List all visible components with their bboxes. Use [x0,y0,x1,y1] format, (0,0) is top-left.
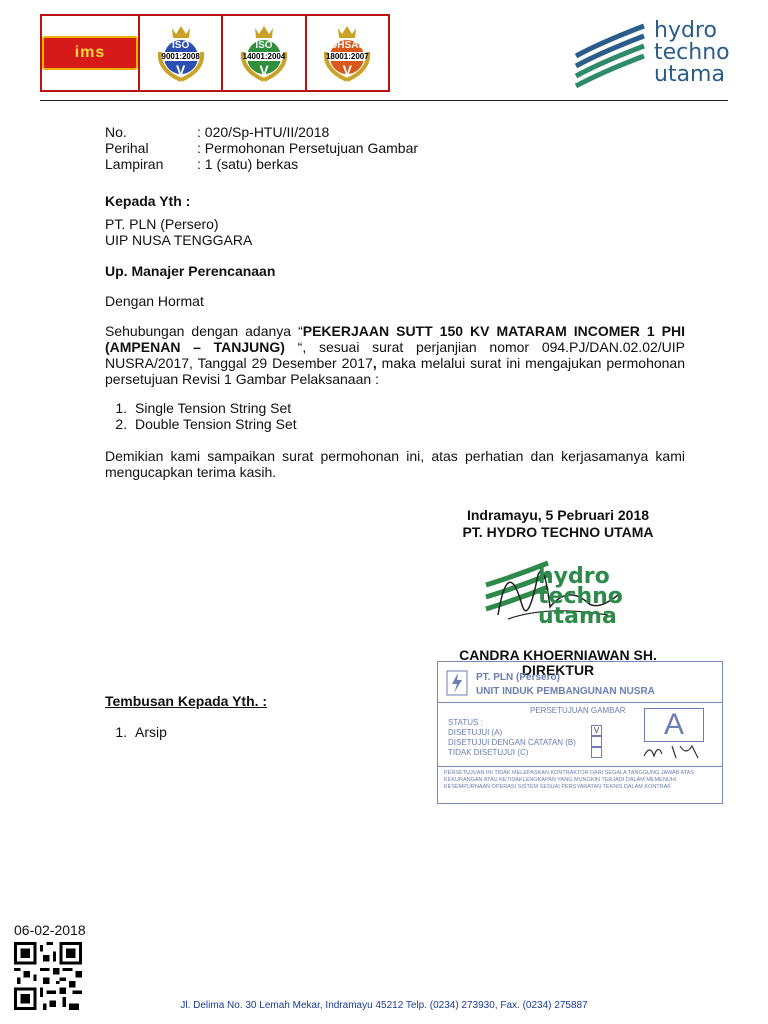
place-date: Indramayu, 5 Pebruari 2018 [466,507,650,523]
body-comma: , [372,355,377,371]
body-text-2: “, sesuai surat perjanjian nomor 094.PJ/DAN.02.02/UIP NUSRA/2017, Tanggal 29 Desember 2017 [105,339,685,371]
ohsas-18001-logo [307,16,388,90]
recipient-unit: UIP NUSA TENGGARA [105,232,253,248]
iso-badge-number: 18001:2007 [325,52,369,61]
perihal-label: Perihal [105,140,149,156]
list-item: 1. Single Tension String Set [131,400,685,416]
stamp-org: PT. PLN (Persero) [476,672,560,683]
attention-line: Up. Manajer Perencanaan [105,263,276,279]
brand-line: techno [654,40,730,65]
stamp-heading: PERSETUJUAN GAMBAR [530,706,626,715]
iso-badge-number: 14001:2004 [242,52,286,61]
lampiran-label: Lampiran [105,156,164,172]
iso-14001-logo [223,16,306,90]
cc-heading: Tembusan Kepada Yth. : [105,693,268,709]
ims-label: ims [42,36,138,70]
iso-9001-logo [140,16,223,90]
lampiran-value: : 1 (satu) berkas [197,156,299,172]
letter-meta [105,124,418,172]
checkbox-b [591,736,602,747]
stamp-unit: UNIT INDUK PEMBANGUNAN NUSRA [476,686,655,697]
stamp-brand-line: hydro [538,564,610,589]
drawing-list [105,400,685,432]
body-paragraph [105,323,685,387]
stamp-status-label: STATUS : [448,718,483,727]
stamp-option-a: DISETUJUI (A) [448,728,503,737]
greeting: Dengan Hormat [105,293,204,309]
stamp-disclaimer: PERSETUJUAN INI TIDAK MELEPASKAN KONTRAKTOR DARI SEGALA TANGGUNG JAWAB ATAS KEKURANGAN ATAU KETIDAKLENGKAPAN YANG MUNGKIN TERJADI DALAM MEMENUHI KESEMPURNAAN OPERASI SISTEM SESUAI PERSYARATAN TEKNIS DALAM KONTRAK [444,770,695,790]
stamp-brand-line: utama [538,604,617,629]
body-text-1: Sehubungan dengan adanya “ [105,323,303,339]
iso-badge-title: ISO [255,40,273,51]
footer-address: Jl. Delima No. 30 Lemah Mekar, Indramayu 45212 Telp. (0234) 273930, Fax. (0234) 275887 [180,1000,588,1011]
body-text-3: maka melalui surat ini mengajukan permohonan persetujuan Revisi 1 Gambar Pelaksanaan : [105,355,685,387]
stamp-brand-line: techno [538,584,623,609]
certification-logo-strip [40,14,390,92]
iso-badge-mark: V [175,62,186,78]
company-stamp-signature [478,545,628,637]
stamp-divider [438,702,722,703]
stamp-option-c: TIDAK DISETUJUI (C) [448,748,529,757]
hydro-techno-utama-logo [572,20,742,90]
brand-line: utama [654,62,725,87]
ims-logo [42,16,140,90]
list-item: 1. Arsip [131,724,305,740]
no-label: No. [105,124,127,140]
stamp-option-b: DISETUJUI DENGAN CATATAN (B) [448,738,576,747]
pln-lightning-icon [446,670,468,696]
project-name: PEKERJAAN SUTT 150 KV MATARAM INCOMER 1 PHI (AMPENAN – TANJUNG) [105,323,685,355]
approval-stamp [437,661,723,804]
checkbox-c [591,747,602,758]
company-name: PT. HYDRO TECHNO UTAMA [462,524,654,540]
recipient-org: PT. PLN (Persero) [105,216,219,232]
stamp-divider [438,766,722,767]
perihal-value: : Permohonan Persetujuan Gambar [197,140,419,156]
kepada-heading: Kepada Yth : [105,193,191,209]
iso-badge-title: OHSAS [329,40,366,51]
no-value: : 020/Sp-HTU/II/2018 [197,124,330,140]
iso-badge-number: 9001:2008 [161,52,200,61]
signer-title: DIREKTUR [521,662,595,678]
approval-grade: A [644,708,704,742]
iso-badge-title: ISO [172,40,190,51]
brand-line: hydro [654,18,717,43]
list-item: 2. Double Tension String Set [131,416,685,432]
header-divider [40,100,728,101]
closing-paragraph: Demikian kami sampaikan surat permohonan ini, atas perhatian dan kerjasamanya kami mengucapkan terima kasih. [105,448,685,480]
side-date: 06-02-2018 [14,922,86,938]
iso-badge-mark: V [259,62,269,78]
iso-badge-mark: V [342,62,352,78]
signer-name: CANDRA KHOERNIAWAN SH. [459,647,657,663]
checkbox-a: V [591,725,602,736]
initials-signature-icon [642,742,704,760]
cc-list [105,724,305,740]
wave-logo-icon [572,22,652,88]
